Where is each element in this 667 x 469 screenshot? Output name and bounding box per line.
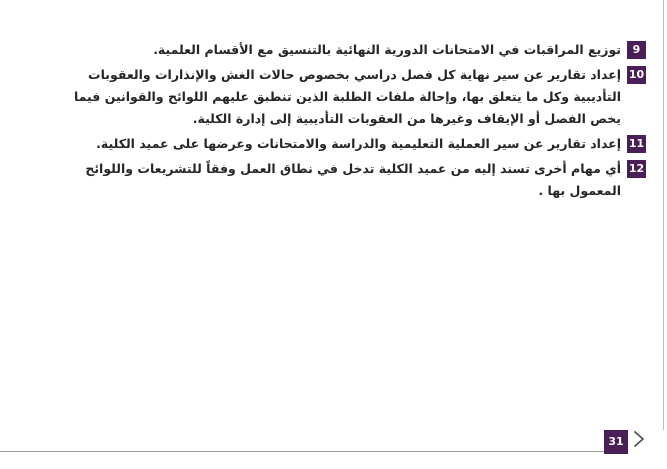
item-text: إعداد تقارير عن سير العملية التعليمية والدراسة والامتحانات وعرضها على عميد الكلية.: [96, 136, 621, 151]
item-text: توزيع المراقبات في الامتحانات الدورية النهائية بالتنسيق مع الأقسام العلمية.: [153, 42, 621, 57]
list-item: [46, 158, 646, 202]
list-item: [46, 64, 646, 130]
list-item: [46, 133, 646, 155]
right-margin-rule: [663, 0, 664, 430]
item-number-badge: 12: [627, 160, 646, 178]
page-number-badge: 31: [604, 430, 628, 454]
chevron-right-icon[interactable]: [631, 430, 647, 448]
list-item: [46, 39, 646, 61]
item-number-badge: 10: [627, 66, 646, 84]
task-list: [46, 39, 646, 205]
footer-rule: [0, 451, 615, 452]
item-number-badge: 9: [627, 41, 646, 59]
item-text: أي مهام أخرى تسند إليه من عميد الكلية تدخل في نطاق العمل وفقاً للتشريعات واللوائح المعمول بها .: [85, 161, 621, 198]
item-number-badge: 11: [627, 135, 646, 153]
item-text: إعداد تقارير عن سير نهاية كل فصل دراسي بخصوص حالات الغش والإنذارات والعقوبات التأديبية وكل ما يتعلق بها، وإحالة ملفات الطلبة الذين تنطبق عليهم اللوائح والقوانين فيما يخص الفصل أو الإيقاف وغيرها من العقوبات التأديبية إلى إدارة الكلية.: [73, 67, 621, 126]
